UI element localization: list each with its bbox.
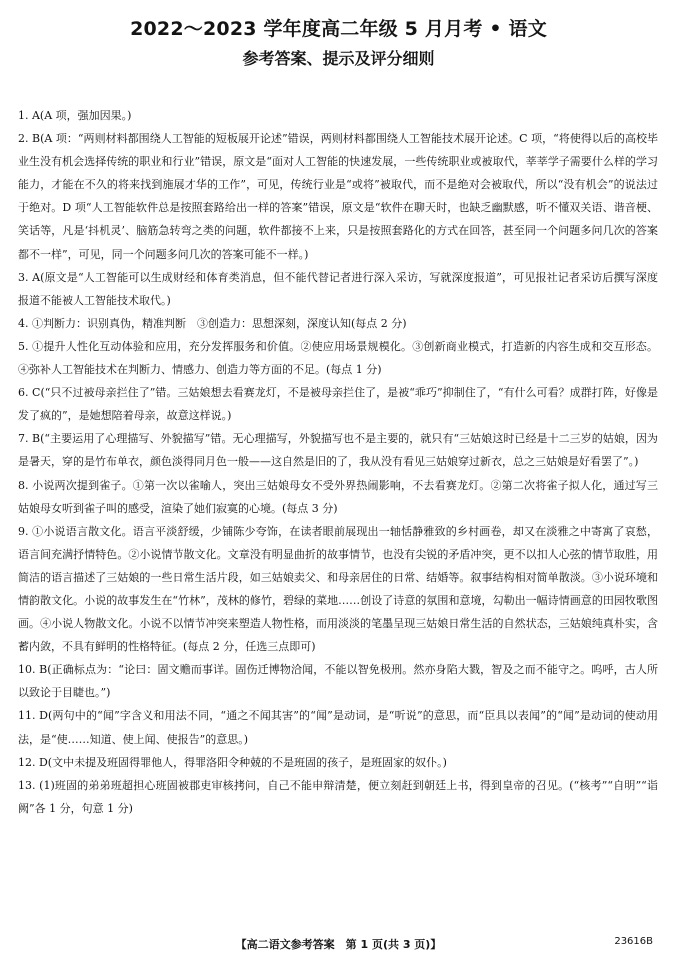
answer-item-12: 12. D(文中未提及班固得罪他人，得罪洛阳令种兢的不是班固的孩子，是班固家的奴仆。) [18, 755, 447, 769]
answer-item-13: 13. (1)班固的弟弟班超担心班固被郡吏审核拷问，自己不能申辩清楚，便立刻赶到朝廷上书，得到皇帝的召见。(“核考”“自明”“诣阙”各 1 分，句意 1 分) [18, 778, 658, 815]
answer-item-8: 8. 小说两次提到雀子。①第一次以雀喻人，突出三姑娘母女不受外界热闹影响，不去看赛龙灯。②第二次将雀子拟人化，通过写三姑娘母女听到雀子叫的感受，渲染了她们寂寞的心境。(每点 3 分) [18, 478, 658, 515]
footer-page-label: 【高二语文参考答案 第 1 页(共 3 页)】 [235, 938, 442, 951]
answer-item-4: 4. ①判断力：识别真伪，精准判断 ③创造力：思想深刻，深度认知(每点 2 分) [18, 316, 407, 330]
footer-document-code: 23616B [614, 936, 653, 947]
answer-item-9: 9. ①小说语言散文化。语言平淡舒缓，少铺陈少夸饰，在读者眼前展现出一轴恬静雅致的乡村画卷，却又在淡雅之中寄寓了哀愁，语言间充满抒情特色。②小说情节散文化。文章没有明显曲折的故事情节，也没有尖锐的矛盾冲突，更不以扣人心弦的情节取胜，用简洁的语言描述了三姑娘的一些日常生活片段，如三姑娘卖父、和母亲居住的日常、结婚等。叙事结构相对简单散淡。③小说环境和情韵散文化。小说的故事发生在“竹林”，茂林的修竹，碧绿的菜地……创设了诗意的氛围和意境，勾勒出一幅诗情画意的田园牧歌图画。④小说人物散文化。小说不以情节冲突来塑造人物性格，而用淡淡的笔墨呈现三姑娘日常生活的自然状态，三姑娘纯真朴实，含蓄内敛，不具有鲜明的性格特征。(每点 2 分，任选三点即可) [18, 524, 658, 654]
answer-item-7: 7. B(“主要运用了心理描写、外貌描写”错。无心理描写，外貌描写也不是主要的，就只有“三姑娘这时已经是十二三岁的姑娘，因为是暑天，穿的是竹布单衣，颜色淡得同月色一般——这自然是旧的了，我从没有看见三姑娘穿过新衣，总之三姑娘是好看罢了”。) [18, 432, 658, 469]
answer-list [18, 104, 658, 820]
answer-item-10: 10. B(正确标点为：“论曰：固文赡而事详。固伤迁博物洽闻，不能以智免极刑。然亦身陷大戮，智及之而不能守之。呜呼，古人所以致论于目睫也。”) [18, 663, 658, 700]
answer-item-2: 2. B(A 项：“两则材料都围绕人工智能的短板展开论述”错误，两则材料都围绕人工智能技术展开论述。C 项，“将使得以后的高校毕业生没有机会选择传统的职业和行业”错误，原文是“面对人工智能的快速发展，一些传统职业或被取代，莘莘学子需要什么样的学习能力，才能在不久的将来找到施展才华的工作”，可见，传统行业是“或将”被取代，而不是绝对会被取代，所以“没有机会”的说法过于绝对。D 项“人工智能软件总是按照套路给出一样的答案”错误，原文是“软件在聊天时，也缺乏幽默感，听不懂双关语、谐音梗、笑话等，凡是‘抖机灵’、脑筋急转弯之类的问题，软件都接不上来，只是按照套路化的方式在回答，甚至同一个问题多问几次的答案都不一样”，可见，同一个问题多问几次的答案可能不一样。) [18, 132, 658, 261]
answer-item-5: 5. ①提升人性化互动体验和应用，充分发挥服务和价值。②使应用场景规模化。③创新商业模式，打造新的内容生成和交互形态。④弥补人工智能技术在判断力、情感力、创造力等方面的不足。(每点 1 分) [18, 339, 658, 377]
page-subtitle: 参考答案、提示及评分细则 [242, 49, 435, 68]
page-title: 2022～2023 学年度高二年级 5 月月考 • 语文 [130, 18, 547, 40]
page-footer [0, 936, 677, 952]
answer-item-3: 3. A(原文是“人工智能可以生成财经和体育类消息，但不能代替记者进行深入采访，写就深度报道”，可见报社记者采访后撰写深度报道不能被人工智能技术取代。) [18, 270, 658, 307]
answer-item-6: 6. C(“只不过被母亲拦住了”错。三姑娘想去看赛龙灯，不是被母亲拦住了，是被“乖巧”抑制住了，“有什么可看？成群打阵，好像是发了疯的”，是她想陪着母亲，故意这样说。) [18, 386, 658, 423]
answer-item-1: 1. A(A 项，强加因果。) [18, 109, 132, 122]
answer-item-11: 11. D(两句中的“闻”字含义和用法不同，“通之不闻其害”的“闻”是动词，是“听说”的意思，而“臣具以表闻”的“闻”是动词的使动用法，是“使……知道、使上闻、使报告”的意思。) [18, 709, 658, 746]
